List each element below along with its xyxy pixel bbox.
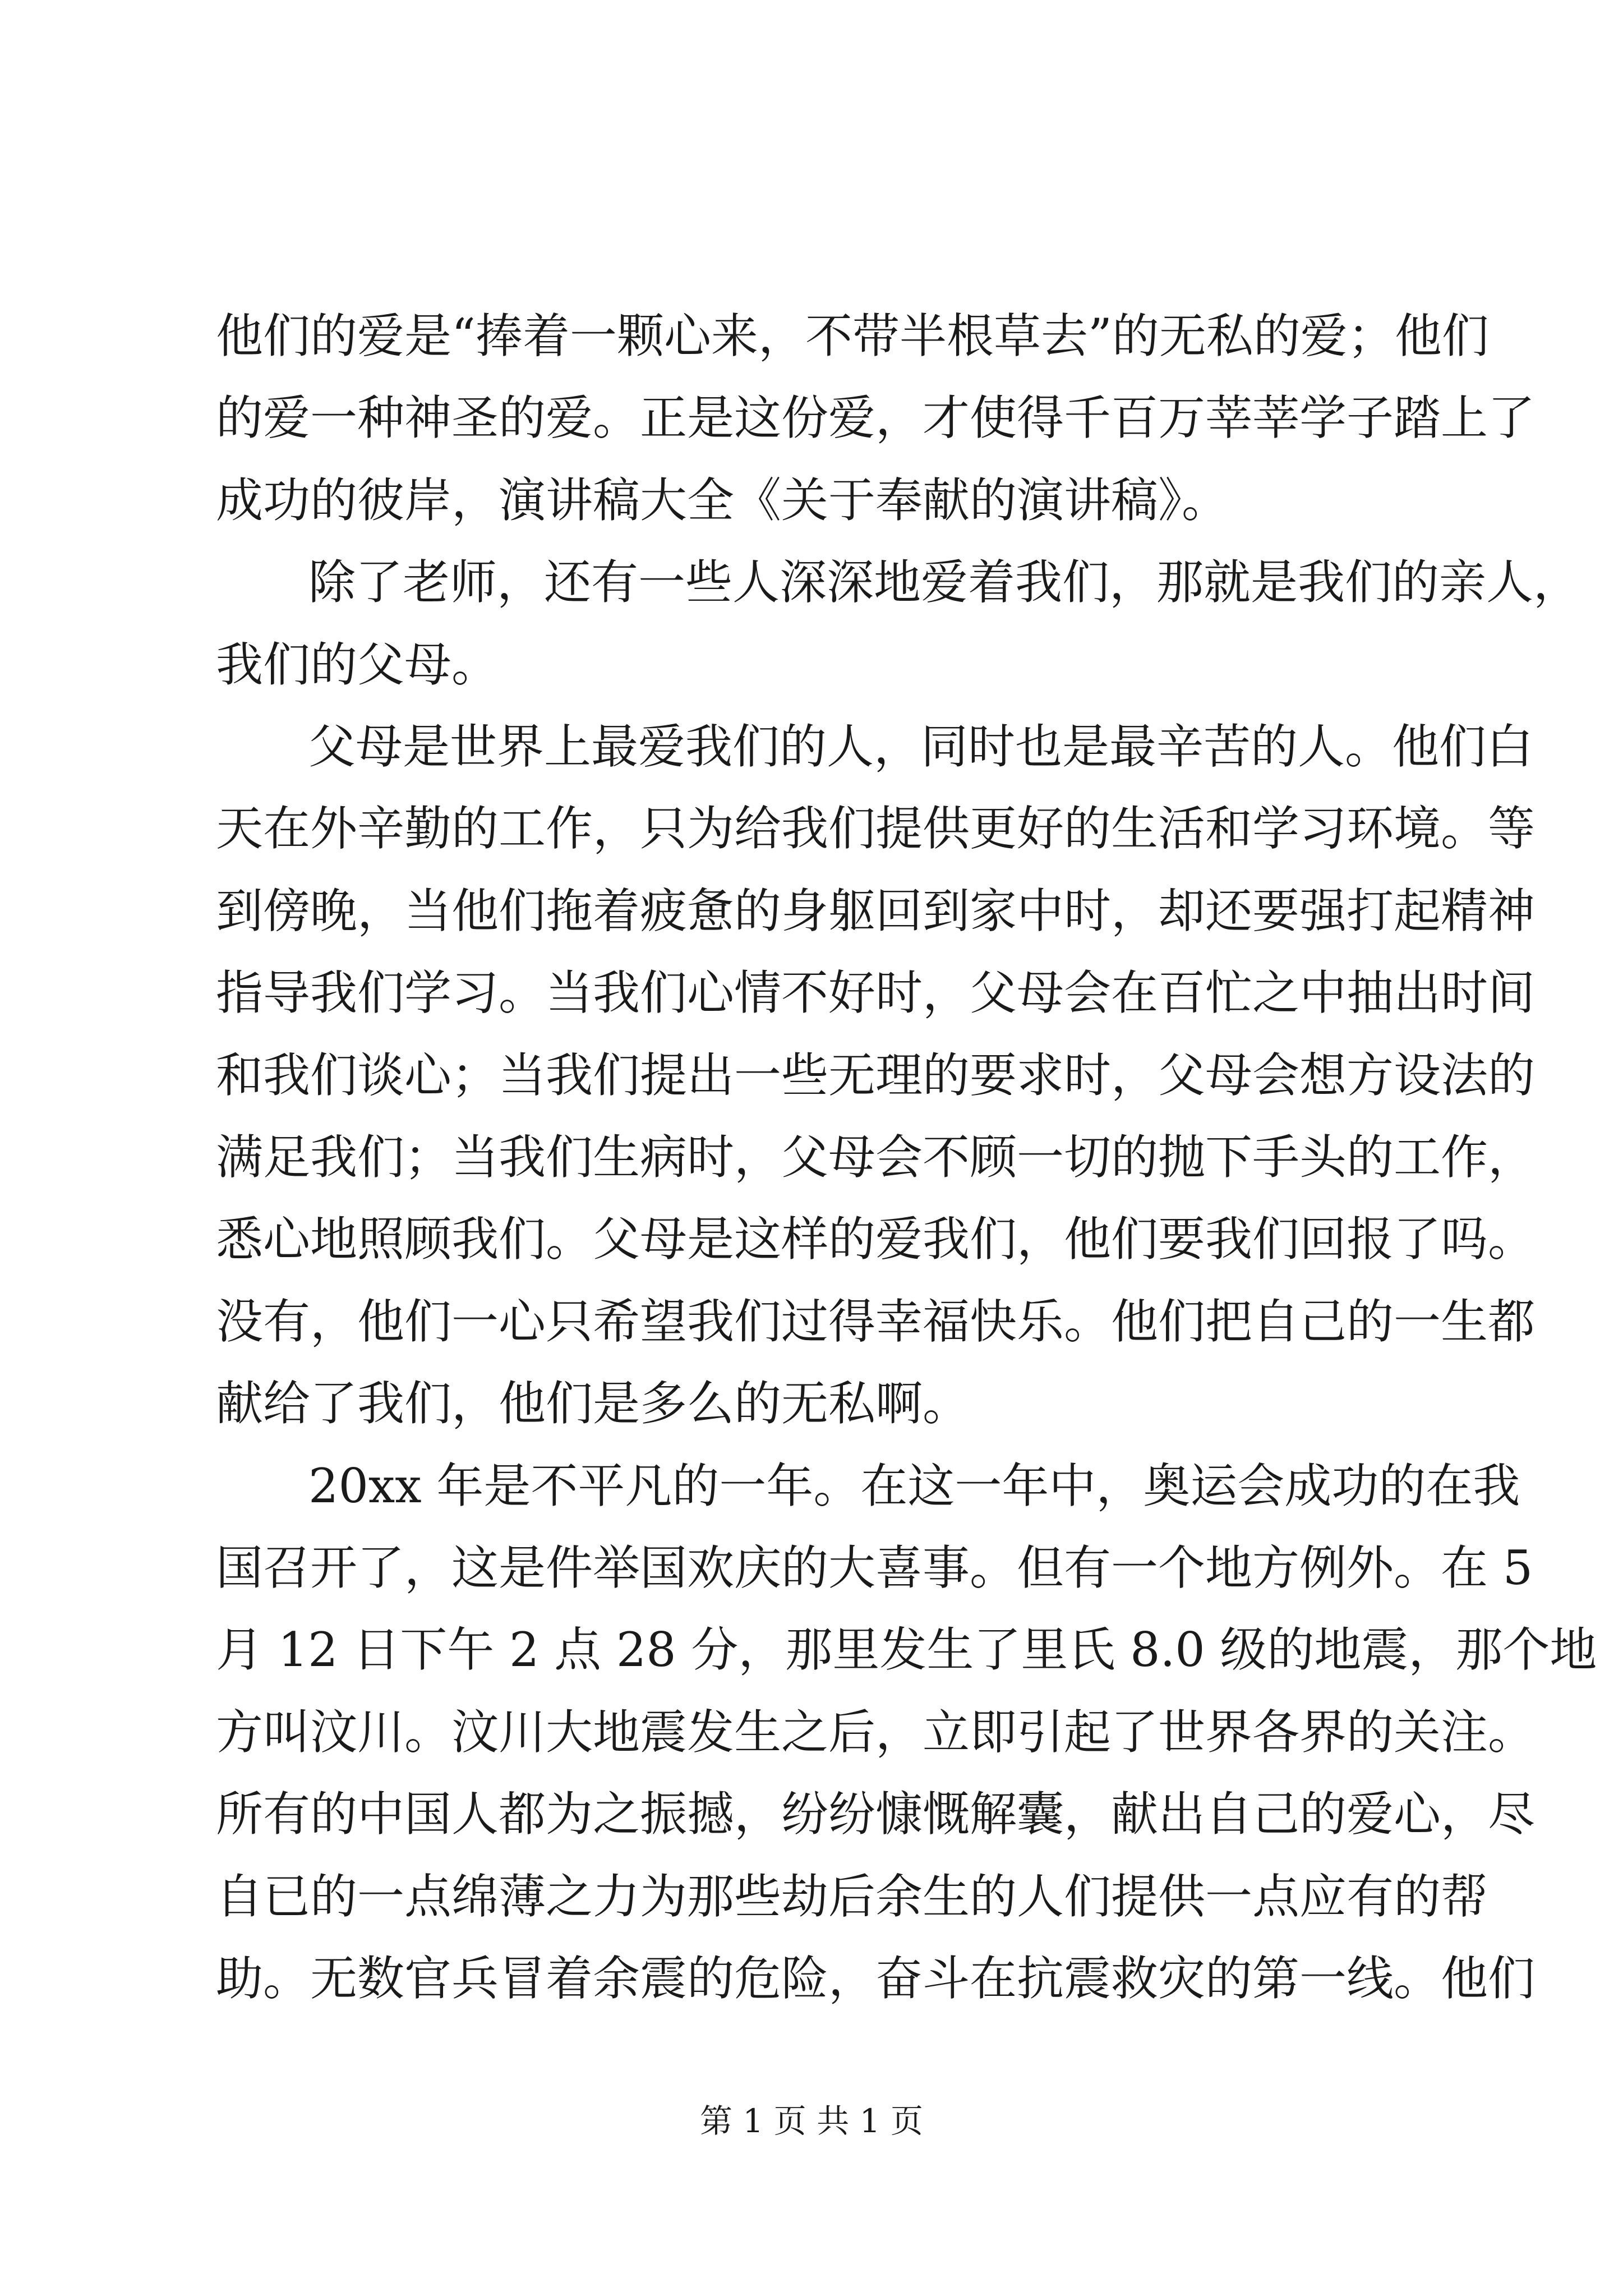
paragraph-first-line: 父母是世界上最爱我们的人，同时也是最辛苦的人。他们白 xyxy=(308,719,1534,774)
text-line: 没有，他们一心只希望我们过得幸福快乐。他们把自己的一生都 xyxy=(216,1294,1536,1349)
text-line: 他们的爱是“捧着一颗心来，不带半根草去”的无私的爱；他们 xyxy=(216,309,1489,364)
text-line: 到傍晚，当他们拖着疲惫的身躯回到家中时，却还要强打起精神 xyxy=(216,884,1536,938)
text-line: 所有的中国人都为之振撼，纷纷慷慨解囊，献出自己的爱心，尽 xyxy=(216,1787,1536,1842)
text-line: 月 12 日下午 2 点 28 分，那里发生了里氏 8.0 级的地震，那个地 xyxy=(216,1622,1597,1677)
text-line: 指导我们学习。当我们心情不好时，父母会在百忙之中抽出时间 xyxy=(216,965,1536,1020)
text-line: 我们的父母。 xyxy=(216,637,499,692)
text-line: 和我们谈心；当我们提出一些无理的要求时，父母会想方设法的 xyxy=(216,1048,1536,1103)
text-line: 成功的彼岸，演讲稿大全《关于奉献的演讲稿》。 xyxy=(216,473,1229,528)
text-line: 天在外辛勤的工作，只为给我们提供更好的生活和学习环境。等 xyxy=(216,801,1536,856)
text-line: 满足我们；当我们生病时，父母会不顾一切的抛下手头的工作， xyxy=(216,1130,1536,1185)
paragraph-first-line: 20xx 年是不平凡的一年。在这一年中，奥运会成功的在我 xyxy=(308,1458,1520,1513)
text-line: 的爱一种神圣的爱。正是这份爱，才使得千百万莘莘学子踏上了 xyxy=(216,390,1536,445)
text-line: 悉心地照顾我们。父母是这样的爱我们，他们要我们回报了吗。 xyxy=(216,1212,1536,1267)
text-line: 方叫汶川。汶川大地震发生之后，立即引起了世界各界的关注。 xyxy=(216,1705,1536,1760)
text-line: 献给了我们，他们是多么的无私啊。 xyxy=(216,1376,970,1431)
paragraph-first-line: 除了老师，还有一些人深深地爱着我们，那就是我们的亲人， xyxy=(308,555,1581,610)
text-line: 助。无数官兵冒着余震的危险，奋斗在抗震救灾的第一线。他们 xyxy=(216,1951,1536,2006)
text-line: 国召开了，这是件举国欢庆的大喜事。但有一个地方例外。在 5 xyxy=(216,1540,1533,1595)
text-line: 自已的一点绵薄之力为那些劫后余生的人们提供一点应有的帮 xyxy=(216,1869,1488,1924)
page-footer: 第 1 页 共 1 页 xyxy=(700,2102,923,2140)
